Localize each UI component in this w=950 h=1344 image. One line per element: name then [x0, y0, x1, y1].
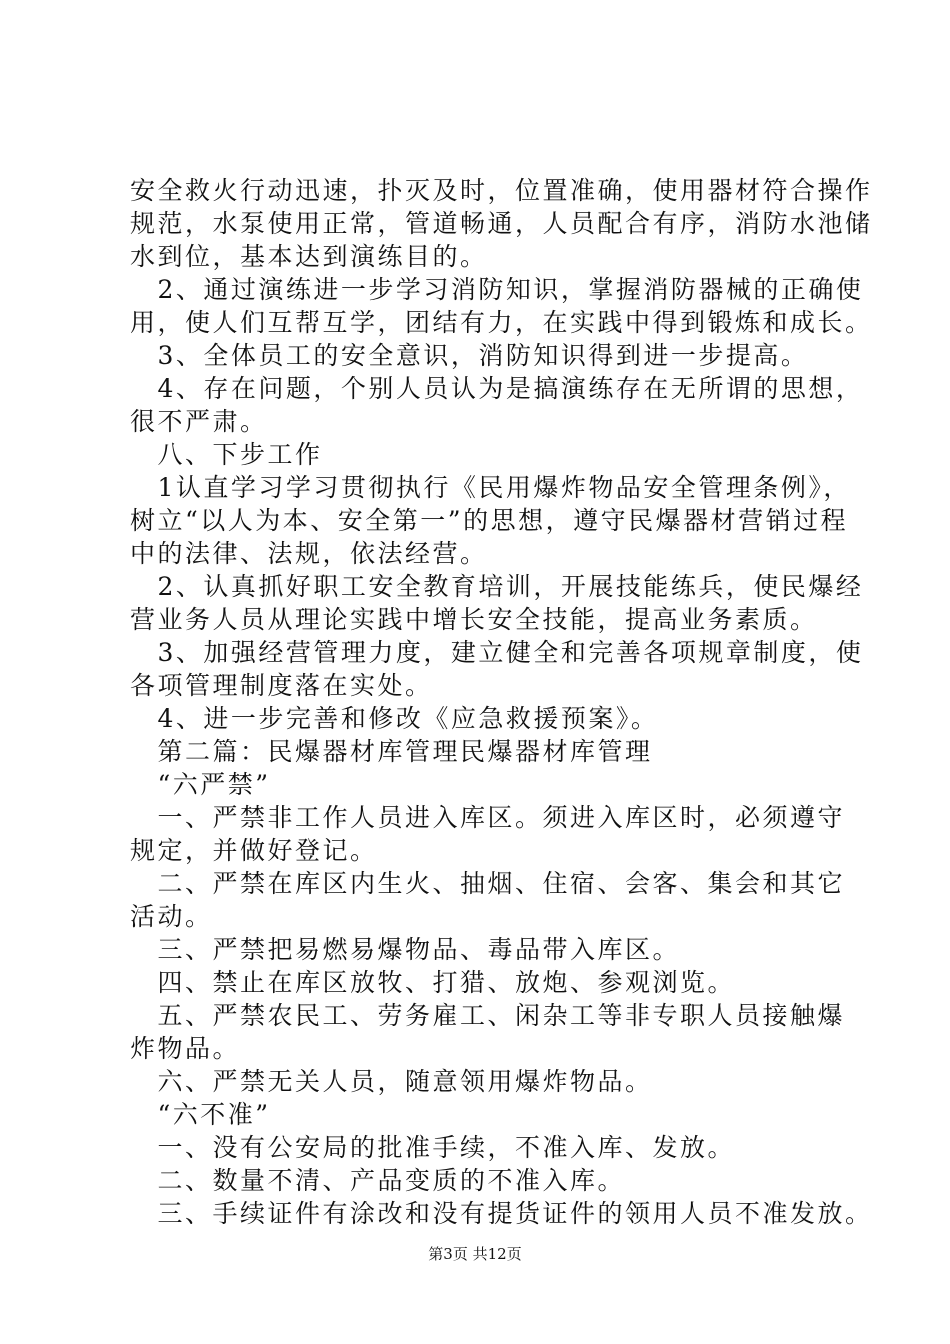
section-heading: 八、下步工作: [130, 440, 323, 469]
paragraph-line: 用，使人们互帮互学，团结有力，在实践中得到锻炼和成长。: [130, 308, 873, 337]
paragraph-line: 安全救火行动迅速，扑灭及时，位置准确，使用器材符合操作: [130, 176, 873, 205]
paragraph-line: 三、严禁把易燃易爆物品、毒品带入库区。: [130, 935, 681, 964]
section-heading: 第二篇：民爆器材库管理民爆器材库管理: [130, 737, 653, 766]
paragraph-line: 1认直学习学习贯彻执行《民用爆炸物品安全管理条例》，: [130, 473, 851, 502]
paragraph-line: 水到位，基本达到演练目的。: [130, 242, 488, 271]
paragraph-line: 4、进一步完善和修改《应急救援预案》。: [130, 704, 659, 733]
paragraph-line: 二、严禁在库区内生火、抽烟、住宿、会客、集会和其它: [130, 869, 846, 898]
paragraph-line: 3、全体员工的安全意识，消防知识得到进一步提高。: [130, 341, 809, 370]
sub-heading: “六不准”: [130, 1100, 271, 1129]
paragraph-line: 中的法律、法规，依法经营。: [130, 539, 488, 568]
paragraph-line: 三、手续证件有涂改和没有提货证件的领用人员不准发放。: [130, 1199, 873, 1228]
paragraph-line: 规范，水泵使用正常，管道畅通，人员配合有序，消防水池储: [130, 209, 873, 238]
paragraph-line: 六、严禁无关人员，随意领用爆炸物品。: [130, 1067, 653, 1096]
paragraph-line: 规定，并做好登记。: [130, 836, 378, 865]
paragraph-line: 3、加强经营管理力度，建立健全和完善各项规章制度，使: [130, 638, 864, 667]
paragraph-line: 营业务人员从理论实践中增长安全技能，提高业务素质。: [130, 605, 818, 634]
paragraph-line: 4、存在问题，个别人员认为是搞演练存在无所谓的思想，: [130, 374, 864, 403]
paragraph-line: 2、认真抓好职工安全教育培训，开展技能练兵，使民爆经: [130, 572, 864, 601]
page-number: 第3页 共12页: [428, 1245, 522, 1263]
paragraph-line: 一、没有公安局的批准手续，不准入库、发放。: [130, 1133, 736, 1162]
paragraph-line: 很不严肃。: [130, 407, 268, 436]
paragraph-line: 四、禁止在库区放牧、打猎、放炮、参观浏览。: [130, 968, 736, 997]
paragraph-line: 活动。: [130, 902, 213, 931]
sub-heading: “六严禁”: [130, 770, 271, 799]
paragraph-line: 五、严禁农民工、劳务雇工、闲杂工等非专职人员接触爆: [130, 1001, 846, 1030]
paragraph-line: 炸物品。: [130, 1034, 241, 1063]
paragraph-line: 树立“以人为本、安全第一”的思想，遵守民爆器材营销过程: [130, 506, 849, 535]
paragraph-line: 2、通过演练进一步学习消防知识，掌握消防器械的正确使: [130, 275, 864, 304]
paragraph-line: 各项管理制度落在实处。: [130, 671, 433, 700]
paragraph-line: 二、数量不清、产品变质的不准入库。: [130, 1166, 626, 1195]
paragraph-line: 一、严禁非工作人员进入库区。须进入库区时，必须遵守: [130, 803, 846, 832]
